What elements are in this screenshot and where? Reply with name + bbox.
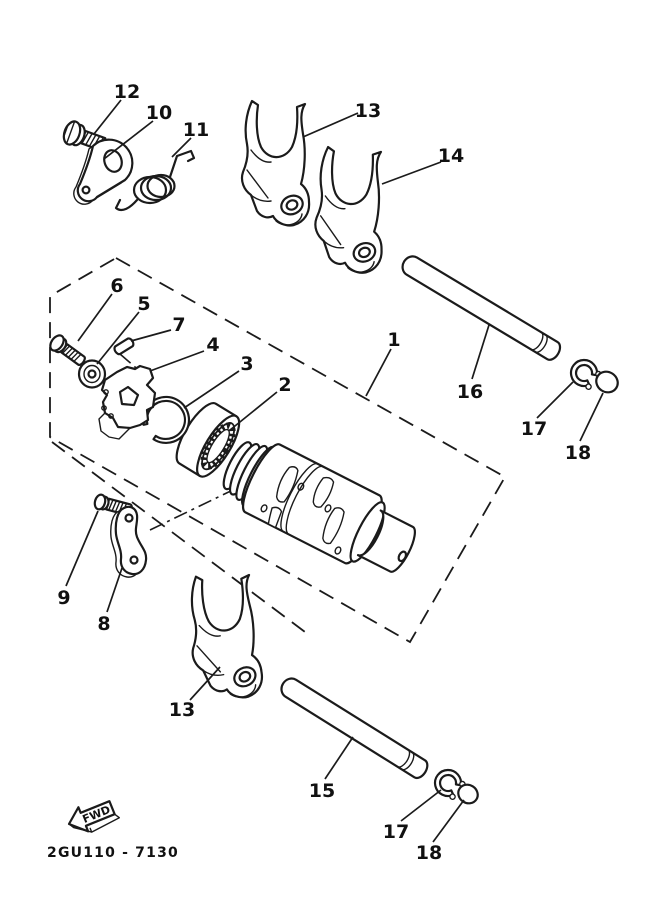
- callout-label: 18: [415, 842, 443, 864]
- part-shift-fork-right: [314, 147, 385, 274]
- callout-label: 13: [354, 100, 382, 122]
- callout-label: 8: [97, 613, 111, 635]
- part-screw-segment: [48, 333, 89, 369]
- callout-label: 14: [437, 145, 465, 167]
- callout-label: 9: [57, 587, 71, 609]
- callout-label: 11: [182, 119, 210, 141]
- part-stopper-plate: [111, 507, 146, 577]
- callout-label: 17: [382, 821, 410, 843]
- part-washer: [79, 361, 105, 388]
- callout-label: 15: [308, 780, 336, 802]
- part-cam-segment: [99, 366, 155, 439]
- part-shift-cam-drum: [213, 428, 426, 587]
- callout-label: 3: [240, 353, 254, 375]
- callout-label: 6: [110, 275, 124, 297]
- page-code: 2GU110 - 7130: [47, 845, 179, 861]
- callout-label: 10: [145, 102, 173, 124]
- callout-label: 18: [564, 442, 592, 464]
- callout-label: 5: [137, 293, 151, 315]
- callout-label: 17: [520, 418, 548, 440]
- callout-label: 12: [113, 81, 141, 103]
- fwd-arrow-icon: [65, 795, 121, 839]
- callout-label: 1: [387, 329, 401, 351]
- callout-label: 4: [206, 334, 220, 356]
- part-guide-bar-lower: [278, 675, 431, 781]
- part-shift-fork-top: [242, 101, 309, 225]
- callout-label: 2: [278, 374, 292, 396]
- callout-label: 13: [168, 699, 196, 721]
- part-guide-bar-upper: [399, 253, 563, 363]
- callout-label: 7: [172, 314, 186, 336]
- part-stopper-lever: [74, 140, 133, 205]
- callout-label: 16: [456, 381, 484, 403]
- part-shift-fork-bottom: [186, 572, 264, 702]
- fwd-arrow-label: FWD: [80, 803, 113, 826]
